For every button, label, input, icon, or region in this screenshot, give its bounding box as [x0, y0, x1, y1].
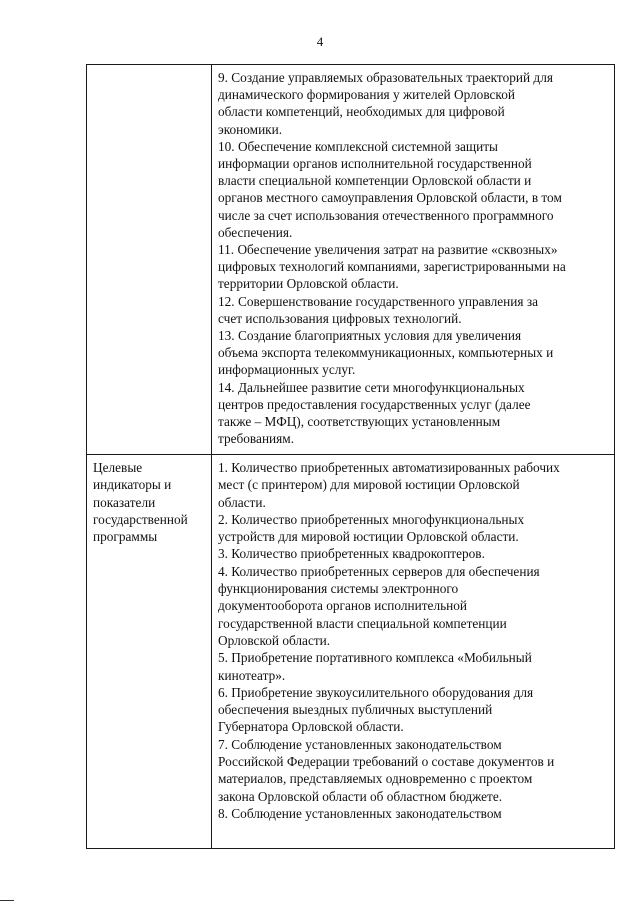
- content-cell: [212, 65, 615, 455]
- table-row: [87, 455, 615, 849]
- text-line: счет использования цифровых технологий.: [218, 310, 462, 326]
- text-line: 1. Количество приобретенных автоматизированных рабочих: [218, 460, 560, 475]
- page-edge-mark: [0, 900, 14, 901]
- text-line: экономики.: [218, 121, 283, 137]
- text-line: Орловской области.: [218, 632, 331, 648]
- text-line: 12. Совершенствование государственного управления за: [218, 293, 539, 309]
- text-line: требованиям.: [218, 431, 295, 447]
- text-line: также – МФЦ), соответствующих установленным: [218, 414, 501, 430]
- text-line: 6. Приобретение звукоусилительного оборудования для: [218, 684, 534, 700]
- text-line: государственной власти специальной компетенции: [218, 615, 507, 631]
- row-content: [212, 65, 614, 449]
- text-line: устройств для мировой юстиции Орловской области.: [218, 529, 519, 545]
- text-line: 14. Дальнейшее развитие сети многофункциональных: [218, 379, 525, 395]
- text-line: Губернатора Орловской области.: [218, 719, 404, 735]
- text-line: закона Орловской области об областном бюджете.: [218, 788, 503, 804]
- text-line: объема экспорта телекоммуникационных, компьютерных и: [218, 345, 554, 361]
- text-line: документооборота органов исполнительной: [218, 598, 468, 614]
- text-line: 10. Обеспечение комплексной системной защиты: [218, 138, 498, 154]
- text-line: цифровых технологий компаниями, зарегистрированными на: [218, 259, 566, 275]
- text-line: 9. Создание управляемых образовательных траекторий для: [218, 70, 553, 85]
- text-line: Целевые: [93, 460, 143, 475]
- text-line: территории Орловской области.: [218, 276, 399, 292]
- text-line: органов местного самоуправления Орловской области, в том: [218, 190, 562, 206]
- row-label: [87, 65, 211, 69]
- text-line: 7. Соблюдение установленных законодательством: [218, 736, 502, 752]
- row-content: [212, 455, 614, 824]
- text-line: области.: [218, 494, 266, 510]
- text-line: числе за счет использования отечественного программного: [218, 207, 554, 223]
- text-line: Российской Федерации требований о составе документов и: [218, 754, 555, 770]
- text-line: 11. Обеспечение увеличения затрат на развитие «сквозных»: [218, 242, 558, 258]
- text-line: 2. Количество приобретенных многофункциональных: [218, 511, 525, 527]
- text-line: власти специальной компетенции Орловской области и: [218, 173, 532, 189]
- table-row: [87, 65, 615, 455]
- text-line: материалов, представляемых одновременно с проектом: [218, 771, 533, 787]
- text-line: информационных услуг.: [218, 362, 356, 378]
- text-line: 3. Количество приобретенных квадрокоптеров.: [218, 546, 485, 562]
- text-line: центров предоставления государственных услуг (далее: [218, 396, 531, 412]
- text-line: кинотеатр».: [218, 667, 286, 683]
- text-line: информации органов исполнительной государственной: [218, 156, 532, 172]
- text-line: обеспечения выездных публичных выступлений: [218, 702, 493, 718]
- program-passport-table: [86, 64, 615, 849]
- text-line: показатели: [93, 494, 156, 510]
- text-line: области компетенций, необходимых для цифровой: [218, 104, 505, 120]
- content-cell: [212, 455, 615, 849]
- label-cell: [87, 65, 212, 455]
- text-line: мест (с принтером) для мировой юстиции Орловской: [218, 477, 520, 493]
- text-line: 5. Приобретение портативного комплекса «Мобильный: [218, 650, 532, 666]
- label-cell: [87, 455, 212, 849]
- text-line: 4. Количество приобретенных серверов для обеспечения: [218, 563, 540, 579]
- text-line: 8. Соблюдение установленных законодательством: [218, 805, 502, 821]
- text-line: динамического формирования у жителей Орловской: [218, 87, 515, 103]
- text-line: обеспечения.: [218, 224, 293, 240]
- text-line: индикаторы и: [93, 477, 172, 493]
- row-label: [87, 455, 211, 545]
- text-line: государственной: [93, 511, 188, 527]
- text-line: функционирования системы электронного: [218, 581, 459, 597]
- text-line: 13. Создание благоприятных условия для увеличения: [218, 328, 522, 344]
- text-line: программы: [93, 529, 158, 545]
- page-number: 4: [316, 34, 324, 49]
